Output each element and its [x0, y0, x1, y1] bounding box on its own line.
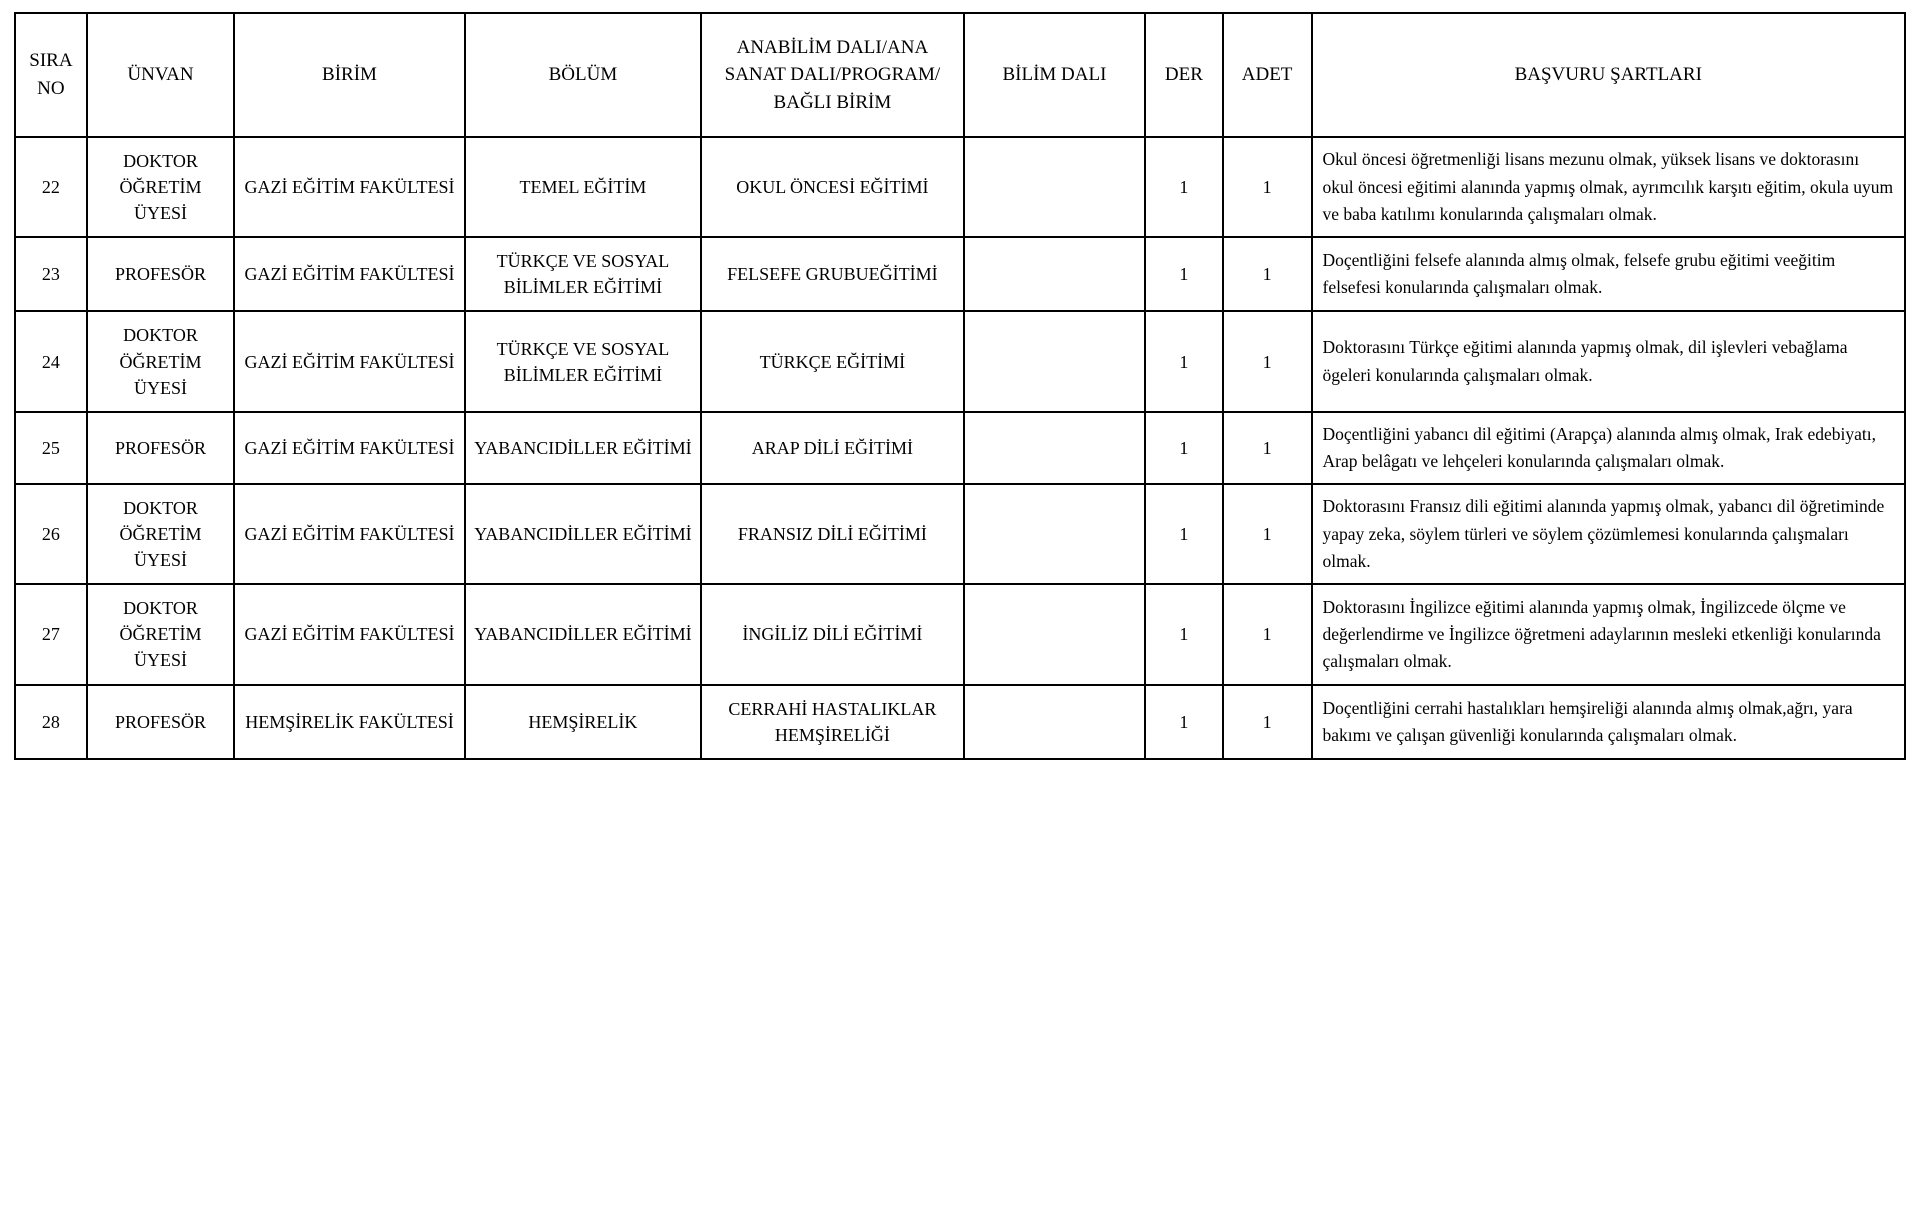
cell-sira-no: 22	[15, 137, 87, 237]
cell-sira-no: 27	[15, 584, 87, 684]
cell-birim: GAZİ EĞİTİM FAKÜLTESİ	[234, 412, 465, 484]
cell-sira-no: 24	[15, 311, 87, 411]
cell-anabilim-dali: CERRAHİ HASTALIKLAR HEMŞİRELİĞİ	[701, 685, 964, 759]
header-unvan: ÜNVAN	[87, 13, 234, 137]
cell-birim: GAZİ EĞİTİM FAKÜLTESİ	[234, 137, 465, 237]
cell-sira-no: 26	[15, 484, 87, 584]
cell-adet: 1	[1223, 137, 1312, 237]
cell-bilim-dali	[964, 137, 1145, 237]
header-bolum: BÖLÜM	[465, 13, 701, 137]
cell-birim: GAZİ EĞİTİM FAKÜLTESİ	[234, 484, 465, 584]
cell-bolum: YABANCIDİLLER EĞİTİMİ	[465, 484, 701, 584]
cell-der: 1	[1145, 584, 1222, 684]
header-birim: BİRİM	[234, 13, 465, 137]
cell-anabilim-dali: ARAP DİLİ EĞİTİMİ	[701, 412, 964, 484]
cell-basvuru-sartlari: Doktorasını Fransız dili eğitimi alanında yapmış olmak, yabancı dil öğretiminde yapay zeka, söylem türleri ve söylem çözümlemesi konularında çalışmaları olmak.	[1312, 484, 1906, 584]
table-row	[15, 412, 1905, 484]
cell-birim: GAZİ EĞİTİM FAKÜLTESİ	[234, 237, 465, 311]
cell-basvuru-sartlari: Doktorasını İngilizce eğitimi alanında yapmış olmak, İngilizcede ölçme ve değerlendirme ve İngilizce öğretmeni adaylarının mesleki etkenliği konularında çalışmaları olmak.	[1312, 584, 1906, 684]
cell-basvuru-sartlari: Doçentliğini cerrahi hastalıkları hemşireliği alanında almış olmak,ağrı, yara bakımı ve çalışan güvenliği konularında çalışmaları olmak.	[1312, 685, 1906, 759]
cell-birim: HEMŞİRELİK FAKÜLTESİ	[234, 685, 465, 759]
academic-positions-table	[14, 12, 1906, 760]
cell-basvuru-sartlari: Doçentliğini yabancı dil eğitimi (Arapça) alanında almış olmak, Irak edebiyatı, Arap belâgatı ve lehçeleri konularında çalışmaları olmak.	[1312, 412, 1906, 484]
cell-sira-no: 28	[15, 685, 87, 759]
table-row	[15, 685, 1905, 759]
cell-anabilim-dali: OKUL ÖNCESİ EĞİTİMİ	[701, 137, 964, 237]
cell-adet: 1	[1223, 237, 1312, 311]
header-basvuru-sartlari: BAŞVURU ŞARTLARI	[1312, 13, 1906, 137]
cell-adet: 1	[1223, 484, 1312, 584]
header-row	[15, 13, 1905, 137]
cell-unvan: PROFESÖR	[87, 685, 234, 759]
cell-der: 1	[1145, 311, 1222, 411]
cell-der: 1	[1145, 484, 1222, 584]
cell-basvuru-sartlari: Doktorasını Türkçe eğitimi alanında yapmış olmak, dil işlevleri vebağlama ögeleri konularında çalışmaları olmak.	[1312, 311, 1906, 411]
cell-der: 1	[1145, 685, 1222, 759]
cell-bolum: YABANCIDİLLER EĞİTİMİ	[465, 412, 701, 484]
table-header	[15, 13, 1905, 137]
cell-bilim-dali	[964, 484, 1145, 584]
header-sira-no: SIRA NO	[15, 13, 87, 137]
table-row	[15, 484, 1905, 584]
header-der: DER	[1145, 13, 1222, 137]
table-row	[15, 137, 1905, 237]
cell-birim: GAZİ EĞİTİM FAKÜLTESİ	[234, 311, 465, 411]
cell-adet: 1	[1223, 311, 1312, 411]
cell-adet: 1	[1223, 584, 1312, 684]
table-body	[15, 137, 1905, 759]
cell-adet: 1	[1223, 685, 1312, 759]
cell-unvan: DOKTOR ÖĞRETİM ÜYESİ	[87, 311, 234, 411]
cell-der: 1	[1145, 237, 1222, 311]
header-bilim-dali: BİLİM DALI	[964, 13, 1145, 137]
cell-birim: GAZİ EĞİTİM FAKÜLTESİ	[234, 584, 465, 684]
cell-bolum: YABANCIDİLLER EĞİTİMİ	[465, 584, 701, 684]
cell-unvan: PROFESÖR	[87, 412, 234, 484]
table-row	[15, 237, 1905, 311]
cell-bilim-dali	[964, 584, 1145, 684]
cell-bolum: HEMŞİRELİK	[465, 685, 701, 759]
cell-adet: 1	[1223, 412, 1312, 484]
cell-anabilim-dali: İNGİLİZ DİLİ EĞİTİMİ	[701, 584, 964, 684]
cell-bolum: TÜRKÇE VE SOSYAL BİLİMLER EĞİTİMİ	[465, 237, 701, 311]
cell-unvan: DOKTOR ÖĞRETİM ÜYESİ	[87, 137, 234, 237]
cell-bolum: TÜRKÇE VE SOSYAL BİLİMLER EĞİTİMİ	[465, 311, 701, 411]
header-anabilim-dali: ANABİLİM DALI/ANA SANAT DALI/PROGRAM/ BAĞLI BİRİM	[701, 13, 964, 137]
cell-bilim-dali	[964, 412, 1145, 484]
cell-basvuru-sartlari: Okul öncesi öğretmenliği lisans mezunu olmak, yüksek lisans ve doktorasını okul öncesi eğitimi alanında yapmış olmak, ayrımcılık karşıtı eğitim, okula uyum ve baba katılımı konularında çalışmaları olmak.	[1312, 137, 1906, 237]
cell-anabilim-dali: TÜRKÇE EĞİTİMİ	[701, 311, 964, 411]
cell-der: 1	[1145, 412, 1222, 484]
table-row	[15, 584, 1905, 684]
header-adet: ADET	[1223, 13, 1312, 137]
cell-unvan: DOKTOR ÖĞRETİM ÜYESİ	[87, 584, 234, 684]
cell-anabilim-dali: FRANSIZ DİLİ EĞİTİMİ	[701, 484, 964, 584]
cell-bolum: TEMEL EĞİTİM	[465, 137, 701, 237]
cell-unvan: PROFESÖR	[87, 237, 234, 311]
cell-bilim-dali	[964, 237, 1145, 311]
cell-der: 1	[1145, 137, 1222, 237]
cell-unvan: DOKTOR ÖĞRETİM ÜYESİ	[87, 484, 234, 584]
cell-basvuru-sartlari: Doçentliğini felsefe alanında almış olmak, felsefe grubu eğitimi veeğitim felsefesi konularında çalışmaları olmak.	[1312, 237, 1906, 311]
table-row	[15, 311, 1905, 411]
cell-sira-no: 25	[15, 412, 87, 484]
cell-anabilim-dali: FELSEFE GRUBUEĞİTİMİ	[701, 237, 964, 311]
cell-bilim-dali	[964, 685, 1145, 759]
cell-sira-no: 23	[15, 237, 87, 311]
cell-bilim-dali	[964, 311, 1145, 411]
